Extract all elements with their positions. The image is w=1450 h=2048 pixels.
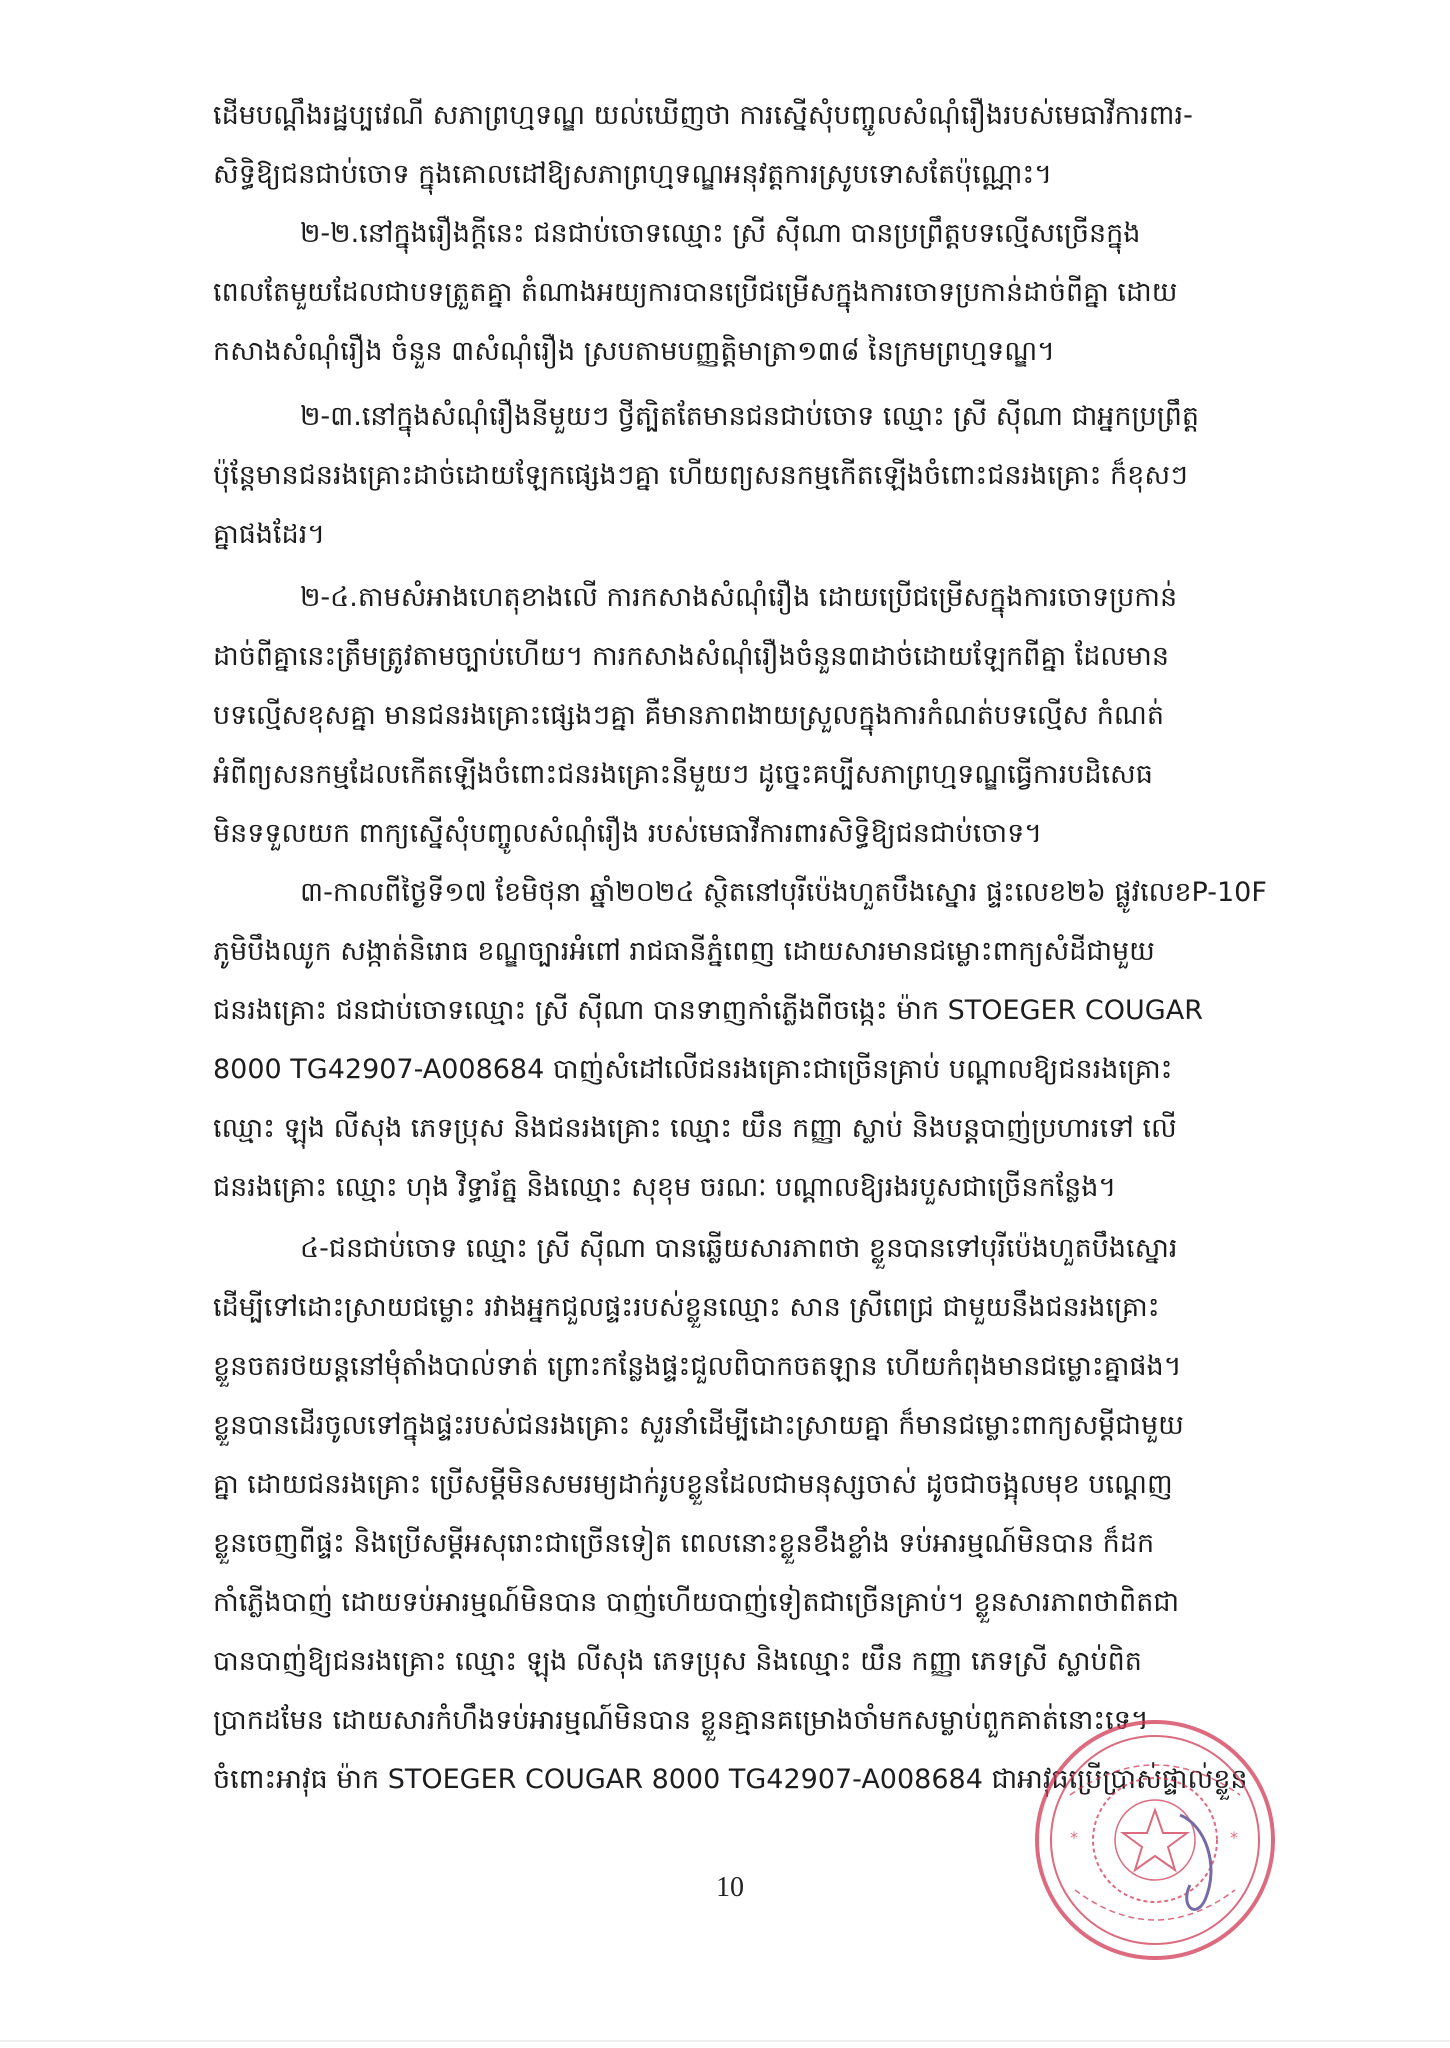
text-line: ខ្លួនចេញពីផ្ទះ និងប្រើសម្ដីអសុរោះជាច្រើនទៀត ពេលនោះខ្លួនខឹងខ្លាំង ទប់អារម្មណ៍មិនបាន ក៏ដក	[213, 1528, 1155, 1559]
text-line: ខ្លួនបានដើរចូលទៅក្នុងផ្ទះរបស់ជនរងគ្រោះ សួរនាំដើម្បីដោះស្រាយគ្នា ក៏មានជម្លោះពាក្យសម្ដីជាមួយ	[213, 1410, 1184, 1441]
text-line: ដើមបណ្ដឹងរដ្ឋប្បវេណី សភាព្រហ្មទណ្ឌ យល់ឃើញថា ការស្នើសុំបញ្ចូលសំណុំរឿងរបស់មេធាវីការពារ-	[213, 100, 1193, 131]
text-line: ដាច់ពីគ្នានេះត្រឹមត្រូវតាមច្បាប់ហើយ។ ការកសាងសំណុំរឿងចំនួន៣ដាច់ដោយឡែកពីគ្នា ដែលមាន	[213, 641, 1169, 672]
text-line: ដើម្បីទៅដោះស្រាយជម្លោះ រវាងអ្នកជួលផ្ទះរបស់ខ្លួនឈ្មោះ សាន ស្រីពេជ្រ ជាមួយនឹងជនរងគ្រោះ	[213, 1292, 1160, 1323]
text-line: មិនទទួលយក ពាក្យស្នើសុំបញ្ចូលសំណុំរឿង របស់មេធាវីការពារសិទ្ធិឱ្យជនជាប់ចោទ។	[213, 818, 1043, 849]
page-bottom-edge	[0, 2040, 1450, 2042]
text-line: បទល្មើសខុសគ្នា មានជនរងគ្រោះផ្សេងៗគ្នា គឺមានភាពងាយស្រួលក្នុងការកំណត់បទល្មើស កំណត់	[213, 700, 1164, 731]
text-line: ខ្លួនចតរថយន្តនៅមុំតាំងបាល់ទាត់ ព្រោះកន្លែងផ្ទះជួលពិបាកចតឡាន ហើយកំពុងមានជម្លោះគ្នាផង។	[213, 1351, 1182, 1382]
text-line: 8000 TG42907-A008684 បាញ់សំដៅលើជនរងគ្រោះជាច្រើនគ្រាប់ បណ្ដាលឱ្យជនរងគ្រោះ	[213, 1054, 1173, 1085]
text-line: សិទ្ធិឱ្យជនជាប់ចោទ ក្នុងគោលដៅឱ្យសភាព្រហ្មទណ្ឌអនុវត្តការស្រូបទោសតែប៉ុណ្ណោះ។	[213, 159, 1053, 190]
svg-text:*: *	[1070, 1828, 1078, 1847]
text-line: បានបាញ់ឱ្យជនរងគ្រោះ ឈ្មោះ ឡុង លីសុង ភេទប្រុស និងឈ្មោះ យឹន កញ្ញា ភេទស្រី ស្លាប់ពិត	[213, 1646, 1142, 1677]
text-line: គ្នា ដោយជនរងគ្រោះ ប្រើសម្ដីមិនសមរម្យដាក់រូបខ្លួនដែលជាមនុស្សចាស់ ដូចជាចង្អុលមុខ បណ្ដេញ	[213, 1469, 1173, 1500]
text-line: ២-២.នៅក្នុងរឿងក្ដីនេះ ជនជាប់ចោទឈ្មោះ ស្រី ស៊ីណា បានប្រព្រឹត្តបទល្មើសច្រើនក្នុង	[300, 218, 1141, 249]
svg-text:*: *	[1230, 1828, 1238, 1847]
text-line: អំពីព្យសនកម្មដែលកើតឡើងចំពោះជនរងគ្រោះនីមួយៗ ដូច្នេះគប្បីសភាព្រហ្មទណ្ឌធ្វើការបដិសេធ	[213, 759, 1153, 790]
text-line: កាំភ្លើងបាញ់ ដោយទប់អារម្មណ៍មិនបាន បាញ់ហើយបាញ់ទៀតជាច្រើនគ្រាប់។ ខ្លួនសារភាពថាពិតជា	[213, 1587, 1180, 1618]
text-line: ភូមិបឹងឈូក សង្កាត់និរោធ ខណ្ឌច្បារអំពៅ រាជធានីភ្នំពេញ ដោយសារមានជម្លោះពាក្យសំដីជាមួយ	[213, 936, 1155, 967]
official-seal-icon	[1030, 1715, 1280, 1965]
text-line: ប៉ុន្តែមានជនរងគ្រោះដាច់ដោយឡែកផ្សេងៗគ្នា ហើយព្យសនកម្មកើតឡើងចំពោះជនរងគ្រោះ ក៏ខុសៗ	[213, 460, 1188, 491]
text-line: កសាងសំណុំរឿង ចំនួន ៣សំណុំរឿង ស្របតាមបញ្ញត្តិមាត្រា១៣៨ នៃក្រមព្រហ្មទណ្ឌ។	[213, 336, 1055, 367]
text-line: ២-៣.នៅក្នុងសំណុំរឿងនីមួយៗ ថ្វីត្បិតតែមានជនជាប់ចោទ ឈ្មោះ ស្រី ស៊ីណា ជាអ្នកប្រព្រឹត្ត	[300, 401, 1200, 432]
text-line: ២-៤.តាមសំអាងហេតុខាងលើ ការកសាងសំណុំរឿង ដោយប្រើជម្រើសក្នុងការចោទប្រកាន់	[300, 582, 1178, 613]
text-line: ជនរងគ្រោះ ជនជាប់ចោទឈ្មោះ ស្រី ស៊ីណា បានទាញកាំភ្លើងពីចង្កេះ ម៉ាក STOEGER COUGAR	[213, 995, 1203, 1026]
text-line: ប្រាកដមែន ដោយសារកំហឹងទប់អារម្មណ៍មិនបាន ខ្លួនគ្មានគម្រោងចាំមកសម្លាប់ពួកគាត់នោះទេ។	[213, 1705, 1149, 1736]
text-line: ជនរងគ្រោះ ឈ្មោះ ហុង វិទ្ធារ័ត្ន និងឈ្មោះ សុខុម ចរណៈ បណ្ដាលឱ្យរងរបួសជាច្រើនកន្លែង។	[213, 1172, 1117, 1203]
text-line: គ្នាផងដែរ។	[213, 519, 326, 550]
text-line: ឈ្មោះ ឡុង លីសុង ភេទប្រុស និងជនរងគ្រោះ ឈ្មោះ យឹន កញ្ញា ស្លាប់ និងបន្តបាញ់ប្រហារទៅ លើ	[213, 1113, 1177, 1144]
text-line: ៣-កាលពីថ្ងៃទី១៧ ខែមិថុនា ឆ្នាំ២០២៤ ស្ថិតនៅបុរីប៉េងហួតបឹងស្នោរ ផ្ទះលេខ២៦ ផ្លូវលេខP-10F	[300, 877, 1267, 908]
text-line: ពេលតែមួយដែលជាបទត្រួតគ្នា តំណាងអយ្យការបានប្រើជម្រើសក្នុងការចោទប្រកាន់ដាច់ពីគ្នា ដោយ	[213, 277, 1178, 308]
text-line: ៤-ជនជាប់ចោទ ឈ្មោះ ស្រី ស៊ីណា បានឆ្លើយសារភាពថា ខ្លួនបានទៅបុរីប៉េងហួតបឹងស្នោរ	[300, 1233, 1178, 1264]
text-line: ចំពោះអាវុធ ម៉ាក STOEGER COUGAR 8000 TG42907-A008684 ជាអាវុធប្រើប្រាស់ផ្ទាល់ខ្លួន	[213, 1764, 1248, 1795]
page-number: 10	[716, 1872, 744, 1903]
